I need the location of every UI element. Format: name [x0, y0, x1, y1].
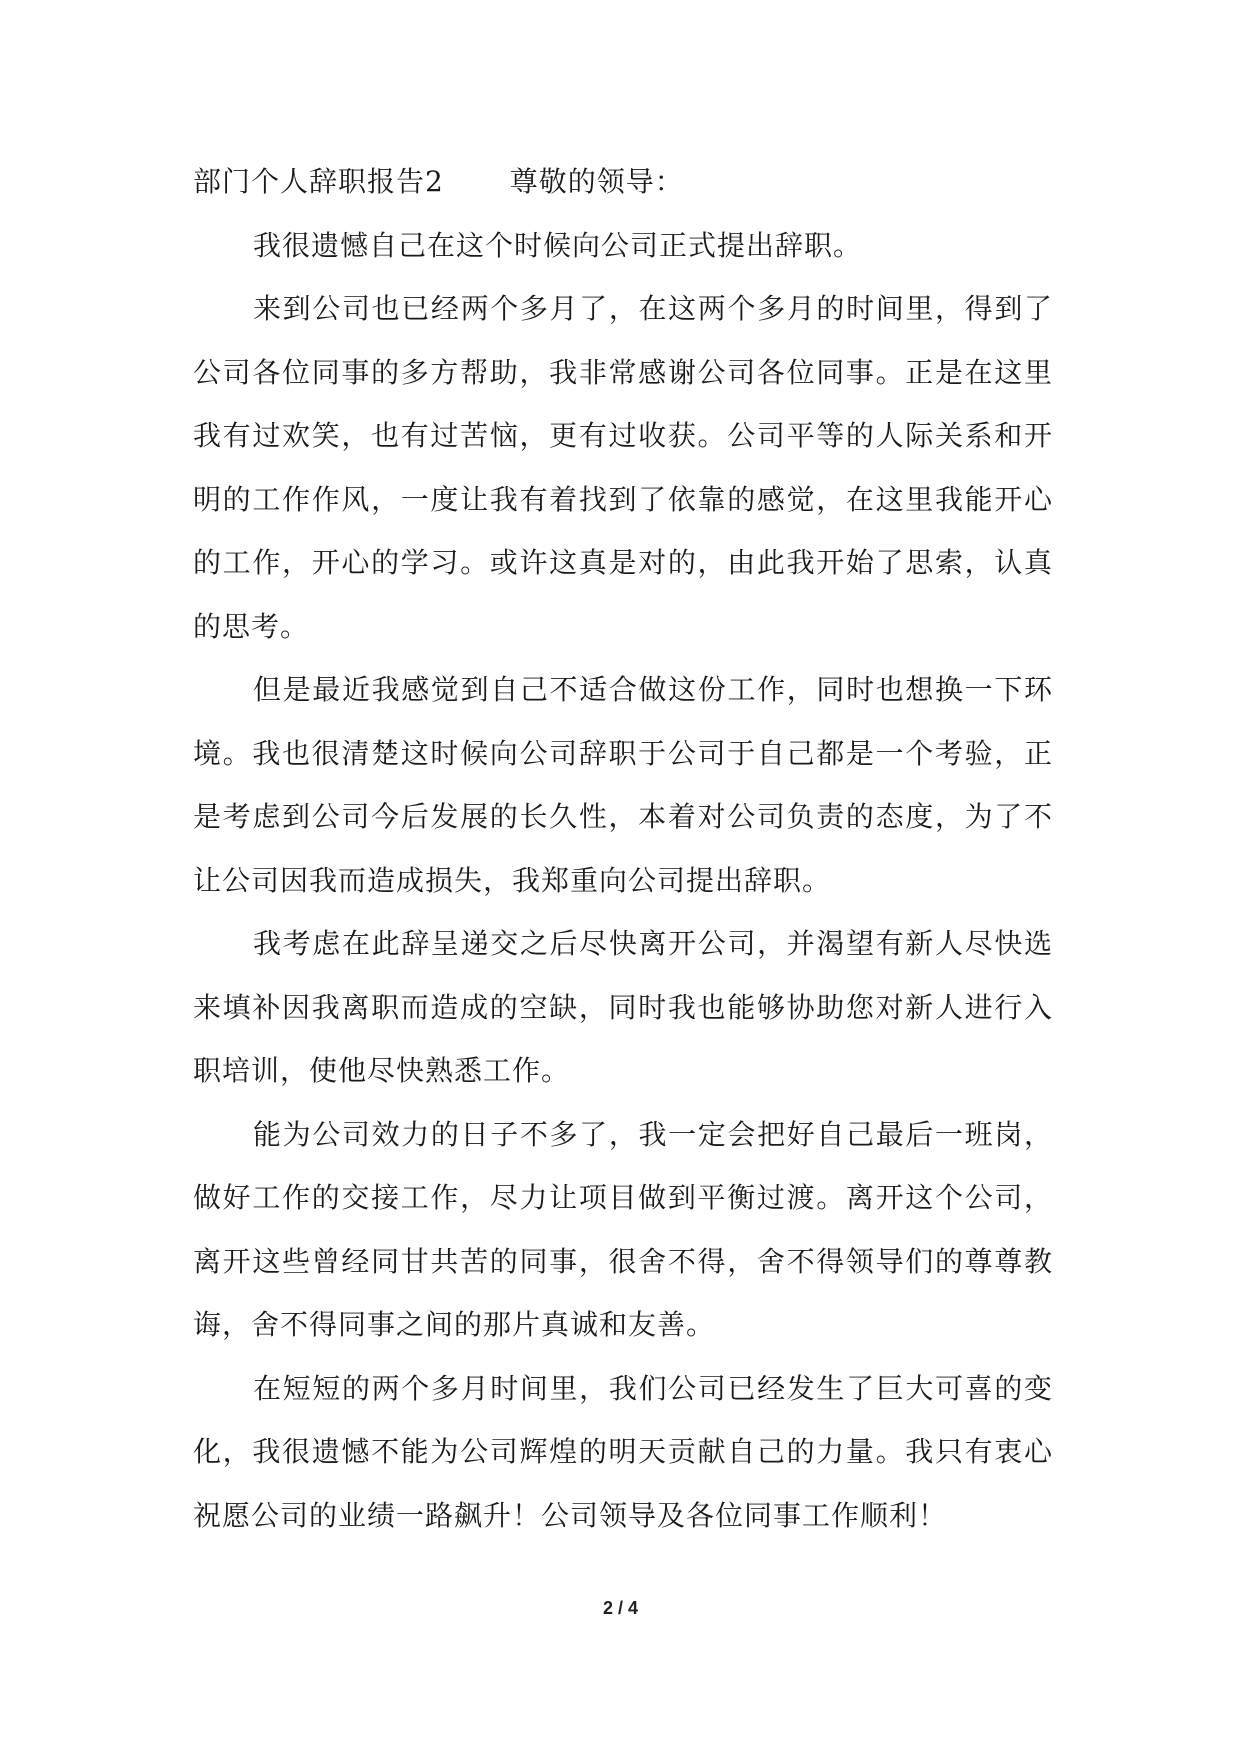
page-number: 2 / 4	[602, 1598, 639, 1618]
salutation: 尊敬的领导：	[509, 165, 684, 198]
paragraph-3: 但是最近我感觉到自己不适合做这份工作，同时也想换一下环境。我也很清楚这时候向公司辞职于公司于自己都是一个考验，正是考虑到公司今后发展的长久性，本着对公司负责的态度，为了不让公司因我而造成损失，我郑重向公司提出辞职。	[193, 673, 1053, 897]
paragraph-6: 在短短的两个多月时间里，我们公司已经发生了巨大可喜的变化，我很遗憾不能为公司辉煌的明天贡献自己的力量。我只有衷心祝愿公司的业绩一路飙升！公司领导及各位同事工作顺利！	[193, 1371, 1053, 1532]
heading-line	[193, 150, 1053, 214]
paragraph-4: 我考虑在此辞呈递交之后尽快离开公司，并渴望有新人尽快选来填补因我离职而造成的空缺，同时我也能够协助您对新人进行入职培训，使他尽快熟悉工作。	[193, 927, 1053, 1087]
paragraph-1: 我很遗憾自己在这个时候向公司正式提出辞职。	[253, 228, 863, 262]
paragraph-2: 来到公司也已经两个多月了，在这两个多月的时间里，得到了公司各位同事的多方帮助，我非常感谢公司各位同事。正是在这里我有过欢笑，也有过苦恼，更有过收获。公司平等的人际关系和开明的工作作风，一度让我有着找到了依靠的感觉，在这里我能开心的工作，开心的学习。或许这真是对的，由此我开始了思索，认真的思考。	[193, 292, 1053, 643]
document-body	[193, 150, 1053, 1547]
document-title: 部门个人辞职报告2	[193, 165, 444, 198]
paragraph-5: 能为公司效力的日子不多了，我一定会把好自己最后一班岗，做好工作的交接工作，尽力让项目做到平衡过渡。离开这个公司，离开这些曾经同甘共苦的同事，很舍不得，舍不得领导们的尊尊教诲，舍不得同事之间的那片真诚和友善。	[193, 1117, 1053, 1341]
